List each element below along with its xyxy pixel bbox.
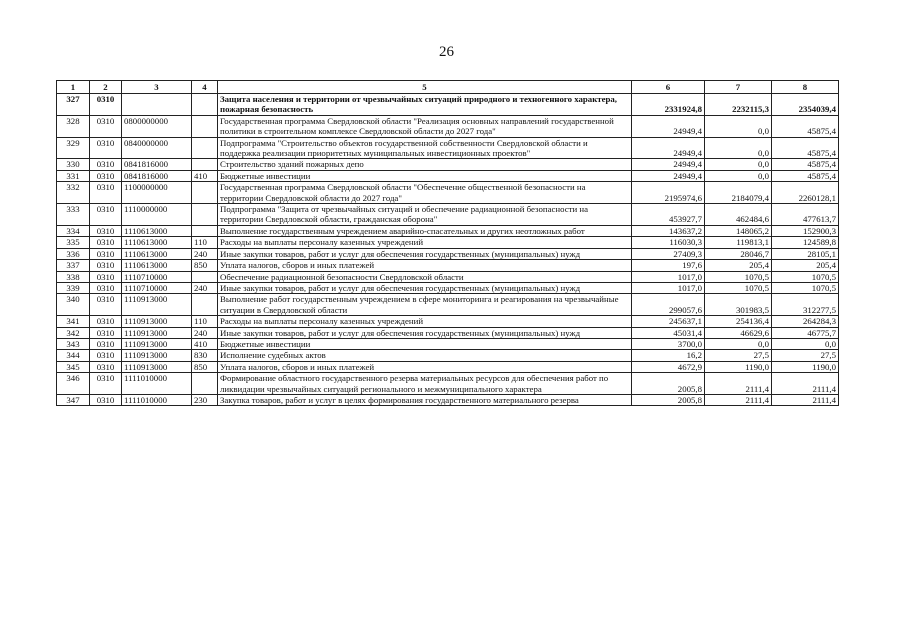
table-body xyxy=(57,94,839,406)
item-name-cell: Государственная программа Свердловской области "Обеспечение общественной безопасности на территории Свердловской области до 2027 года" xyxy=(218,182,632,204)
amount-col7-cell: 119813,1 xyxy=(705,237,772,248)
row-number-cell: 344 xyxy=(57,350,90,361)
expense-type-cell: 240 xyxy=(192,282,218,293)
item-name-cell: Закупка товаров, работ и услуг в целях формирования государственного материального резерва xyxy=(218,394,632,405)
table-row xyxy=(57,394,839,405)
table-row xyxy=(57,361,839,372)
expense-type-cell: 850 xyxy=(192,361,218,372)
expense-type-cell xyxy=(192,115,218,137)
amount-col6-cell: 1017,0 xyxy=(632,271,705,282)
expense-type-cell: 830 xyxy=(192,350,218,361)
row-number-cell: 332 xyxy=(57,182,90,204)
item-name-cell: Бюджетные инвестиции xyxy=(218,338,632,349)
section-code-cell: 0310 xyxy=(90,294,122,316)
expense-type-cell xyxy=(192,294,218,316)
amount-col7-cell: 2111,4 xyxy=(705,373,772,395)
amount-col8-cell: 2111,4 xyxy=(772,373,839,395)
amount-col7-cell: 2232115,3 xyxy=(705,94,772,116)
amount-col6-cell: 16,2 xyxy=(632,350,705,361)
amount-col8-cell: 2260128,1 xyxy=(772,182,839,204)
amount-col8-cell: 312277,5 xyxy=(772,294,839,316)
amount-col8-cell: 477613,7 xyxy=(772,204,839,226)
row-number-cell: 329 xyxy=(57,137,90,159)
amount-col6-cell: 1017,0 xyxy=(632,282,705,293)
expense-type-cell: 240 xyxy=(192,327,218,338)
amount-col8-cell: 2354039,4 xyxy=(772,94,839,116)
row-number-cell: 327 xyxy=(57,94,90,116)
item-name-cell: Защита населения и территории от чрезвычайных ситуаций природного и техногенного характера, пожарная безопасность xyxy=(218,94,632,116)
section-code-cell: 0310 xyxy=(90,248,122,259)
expense-type-cell: 850 xyxy=(192,260,218,271)
amount-col6-cell: 2005,8 xyxy=(632,394,705,405)
amount-col7-cell: 0,0 xyxy=(705,137,772,159)
amount-col8-cell: 45875,4 xyxy=(772,170,839,181)
amount-col8-cell: 264284,3 xyxy=(772,316,839,327)
expense-type-cell: 110 xyxy=(192,316,218,327)
amount-col6-cell: 453927,7 xyxy=(632,204,705,226)
amount-col8-cell: 45875,4 xyxy=(772,115,839,137)
target-article-cell xyxy=(122,94,192,116)
page-number: 26 xyxy=(439,44,454,60)
section-code-cell: 0310 xyxy=(90,204,122,226)
item-name-cell: Государственная программа Свердловской области "Реализация основных направлений государственной политики в строительном комплексе Свердловской области до 2027 года" xyxy=(218,115,632,137)
amount-col8-cell: 0,0 xyxy=(772,338,839,349)
target-article-cell: 0841816000 xyxy=(122,159,192,170)
amount-col7-cell: 2111,4 xyxy=(705,394,772,405)
item-name-cell: Исполнение судебных актов xyxy=(218,350,632,361)
row-number-cell: 330 xyxy=(57,159,90,170)
target-article-cell: 1110913000 xyxy=(122,294,192,316)
amount-col7-cell: 0,0 xyxy=(705,338,772,349)
row-number-cell: 336 xyxy=(57,248,90,259)
table-row xyxy=(57,350,839,361)
amount-col8-cell: 45875,4 xyxy=(772,159,839,170)
target-article-cell: 1100000000 xyxy=(122,182,192,204)
table-row xyxy=(57,248,839,259)
section-code-cell: 0310 xyxy=(90,282,122,293)
row-number-cell: 339 xyxy=(57,282,90,293)
amount-col7-cell: 0,0 xyxy=(705,170,772,181)
amount-col7-cell: 148065,2 xyxy=(705,225,772,236)
target-article-cell: 1111010000 xyxy=(122,394,192,405)
amount-col6-cell: 143637,2 xyxy=(632,225,705,236)
amount-col8-cell: 152900,3 xyxy=(772,225,839,236)
target-article-cell: 1111010000 xyxy=(122,373,192,395)
target-article-cell: 1110913000 xyxy=(122,338,192,349)
table-row xyxy=(57,182,839,204)
section-code-cell: 0310 xyxy=(90,94,122,116)
section-code-cell: 0310 xyxy=(90,373,122,395)
target-article-cell: 1110710000 xyxy=(122,271,192,282)
item-name-cell: Иные закупки товаров, работ и услуг для обеспечения государственных (муниципальных) нужд xyxy=(218,248,632,259)
amount-col7-cell: 1070,5 xyxy=(705,282,772,293)
table-row xyxy=(57,137,839,159)
row-number-cell: 328 xyxy=(57,115,90,137)
expense-type-cell xyxy=(192,94,218,116)
amount-col8-cell: 1190,0 xyxy=(772,361,839,372)
column-header-5: 5 xyxy=(218,81,632,94)
row-number-cell: 346 xyxy=(57,373,90,395)
row-number-cell: 338 xyxy=(57,271,90,282)
row-number-cell: 337 xyxy=(57,260,90,271)
item-name-cell: Иные закупки товаров, работ и услуг для обеспечения государственных (муниципальных) нужд xyxy=(218,327,632,338)
amount-col7-cell: 0,0 xyxy=(705,115,772,137)
amount-col7-cell: 301983,5 xyxy=(705,294,772,316)
row-number-cell: 345 xyxy=(57,361,90,372)
table-row xyxy=(57,159,839,170)
expense-type-cell xyxy=(192,373,218,395)
section-code-cell: 0310 xyxy=(90,260,122,271)
row-number-cell: 341 xyxy=(57,316,90,327)
amount-col7-cell: 254136,4 xyxy=(705,316,772,327)
row-number-cell: 347 xyxy=(57,394,90,405)
table-row xyxy=(57,260,839,271)
amount-col6-cell: 24949,4 xyxy=(632,170,705,181)
item-name-cell: Подпрограмма "Строительство объектов государственной собственности Свердловской области и поддержка реализации приоритетных муниципальных инвестиционных проектов" xyxy=(218,137,632,159)
section-code-cell: 0310 xyxy=(90,137,122,159)
amount-col8-cell: 205,4 xyxy=(772,260,839,271)
section-code-cell: 0310 xyxy=(90,361,122,372)
table-row xyxy=(57,204,839,226)
target-article-cell: 1110613000 xyxy=(122,237,192,248)
row-number-cell: 334 xyxy=(57,225,90,236)
amount-col6-cell: 2005,8 xyxy=(632,373,705,395)
item-name-cell: Уплата налогов, сборов и иных платежей xyxy=(218,260,632,271)
target-article-cell: 1110613000 xyxy=(122,260,192,271)
amount-col6-cell: 299057,6 xyxy=(632,294,705,316)
target-article-cell: 0800000000 xyxy=(122,115,192,137)
table-row xyxy=(57,282,839,293)
target-article-cell: 0840000000 xyxy=(122,137,192,159)
amount-col8-cell: 45875,4 xyxy=(772,137,839,159)
row-number-cell: 333 xyxy=(57,204,90,226)
amount-col8-cell: 2111,4 xyxy=(772,394,839,405)
section-code-cell: 0310 xyxy=(90,237,122,248)
target-article-cell: 1110710000 xyxy=(122,282,192,293)
target-article-cell: 0841816000 xyxy=(122,170,192,181)
expense-type-cell: 230 xyxy=(192,394,218,405)
amount-col6-cell: 2195974,6 xyxy=(632,182,705,204)
table-row xyxy=(57,327,839,338)
amount-col7-cell: 2184079,4 xyxy=(705,182,772,204)
section-code-cell: 0310 xyxy=(90,350,122,361)
amount-col8-cell: 46775,7 xyxy=(772,327,839,338)
item-name-cell: Выполнение работ государственным учреждением в сфере мониторинга и реагирования на чрезвычайные ситуации в Свердловской области xyxy=(218,294,632,316)
table-row xyxy=(57,94,839,116)
expense-type-cell xyxy=(192,159,218,170)
column-header-2: 2 xyxy=(90,81,122,94)
target-article-cell: 1110913000 xyxy=(122,361,192,372)
column-header-1: 1 xyxy=(57,81,90,94)
item-name-cell: Иные закупки товаров, работ и услуг для обеспечения государственных (муниципальных) нужд xyxy=(218,282,632,293)
row-number-cell: 343 xyxy=(57,338,90,349)
item-name-cell: Расходы на выплаты персоналу казенных учреждений xyxy=(218,316,632,327)
amount-col8-cell: 27,5 xyxy=(772,350,839,361)
section-code-cell: 0310 xyxy=(90,115,122,137)
item-name-cell: Расходы на выплаты персоналу казенных учреждений xyxy=(218,237,632,248)
item-name-cell: Подпрограмма "Защита от чрезвычайных ситуаций и обеспечение радиационной безопасности на территории Свердловской области, гражданская оборона" xyxy=(218,204,632,226)
expense-type-cell xyxy=(192,204,218,226)
amount-col6-cell: 3700,0 xyxy=(632,338,705,349)
item-name-cell: Уплата налогов, сборов и иных платежей xyxy=(218,361,632,372)
table-row xyxy=(57,294,839,316)
amount-col6-cell: 197,6 xyxy=(632,260,705,271)
table-row xyxy=(57,237,839,248)
target-article-cell: 1110913000 xyxy=(122,316,192,327)
table-row xyxy=(57,115,839,137)
section-code-cell: 0310 xyxy=(90,159,122,170)
expense-type-cell xyxy=(192,225,218,236)
amount-col7-cell: 205,4 xyxy=(705,260,772,271)
section-code-cell: 0310 xyxy=(90,338,122,349)
amount-col8-cell: 1070,5 xyxy=(772,271,839,282)
column-header-4: 4 xyxy=(192,81,218,94)
column-header-7: 7 xyxy=(705,81,772,94)
expense-type-cell: 410 xyxy=(192,338,218,349)
target-article-cell: 1110613000 xyxy=(122,248,192,259)
amount-col8-cell: 1070,5 xyxy=(772,282,839,293)
section-code-cell: 0310 xyxy=(90,225,122,236)
amount-col7-cell: 462484,6 xyxy=(705,204,772,226)
section-code-cell: 0310 xyxy=(90,170,122,181)
table-row xyxy=(57,271,839,282)
amount-col6-cell: 24949,4 xyxy=(632,115,705,137)
amount-col6-cell: 24949,4 xyxy=(632,137,705,159)
column-header-3: 3 xyxy=(122,81,192,94)
expense-type-cell: 410 xyxy=(192,170,218,181)
amount-col6-cell: 116030,3 xyxy=(632,237,705,248)
table-row xyxy=(57,373,839,395)
item-name-cell: Обеспечение радиационной безопасности Свердловской области xyxy=(218,271,632,282)
item-name-cell: Строительство зданий пожарных депо xyxy=(218,159,632,170)
table-row xyxy=(57,170,839,181)
column-header-6: 6 xyxy=(632,81,705,94)
column-header-8: 8 xyxy=(772,81,839,94)
target-article-cell: 1110913000 xyxy=(122,350,192,361)
row-number-cell: 342 xyxy=(57,327,90,338)
target-article-cell: 1110000000 xyxy=(122,204,192,226)
amount-col7-cell: 0,0 xyxy=(705,159,772,170)
amount-col7-cell: 28046,7 xyxy=(705,248,772,259)
expense-type-cell xyxy=(192,137,218,159)
target-article-cell: 1110913000 xyxy=(122,327,192,338)
amount-col7-cell: 1070,5 xyxy=(705,271,772,282)
amount-col6-cell: 27409,3 xyxy=(632,248,705,259)
amount-col7-cell: 1190,0 xyxy=(705,361,772,372)
amount-col6-cell: 4672,9 xyxy=(632,361,705,372)
item-name-cell: Выполнение государственным учреждением аварийно-спасательных и других неотложных работ xyxy=(218,225,632,236)
expense-type-cell: 240 xyxy=(192,248,218,259)
expense-type-cell: 110 xyxy=(192,237,218,248)
amount-col7-cell: 46629,6 xyxy=(705,327,772,338)
section-code-cell: 0310 xyxy=(90,327,122,338)
table-row xyxy=(57,338,839,349)
section-code-cell: 0310 xyxy=(90,316,122,327)
amount-col8-cell: 28105,1 xyxy=(772,248,839,259)
table-row xyxy=(57,225,839,236)
row-number-cell: 335 xyxy=(57,237,90,248)
section-code-cell: 0310 xyxy=(90,182,122,204)
budget-table xyxy=(56,80,839,406)
row-number-cell: 340 xyxy=(57,294,90,316)
section-code-cell: 0310 xyxy=(90,394,122,405)
row-number-cell: 331 xyxy=(57,170,90,181)
section-code-cell: 0310 xyxy=(90,271,122,282)
expense-type-cell xyxy=(192,182,218,204)
amount-col6-cell: 45031,4 xyxy=(632,327,705,338)
target-article-cell: 1110613000 xyxy=(122,225,192,236)
item-name-cell: Бюджетные инвестиции xyxy=(218,170,632,181)
amount-col7-cell: 27,5 xyxy=(705,350,772,361)
table-row xyxy=(57,316,839,327)
header-row xyxy=(57,81,839,94)
item-name-cell: Формирование областного государственного резерва материальных ресурсов для обеспечения работ по ликвидации чрезвычайных ситуаций регионального и межмуниципального характера xyxy=(218,373,632,395)
amount-col8-cell: 124589,8 xyxy=(772,237,839,248)
amount-col6-cell: 245637,1 xyxy=(632,316,705,327)
amount-col6-cell: 24949,4 xyxy=(632,159,705,170)
amount-col6-cell: 2331924,8 xyxy=(632,94,705,116)
expense-type-cell xyxy=(192,271,218,282)
